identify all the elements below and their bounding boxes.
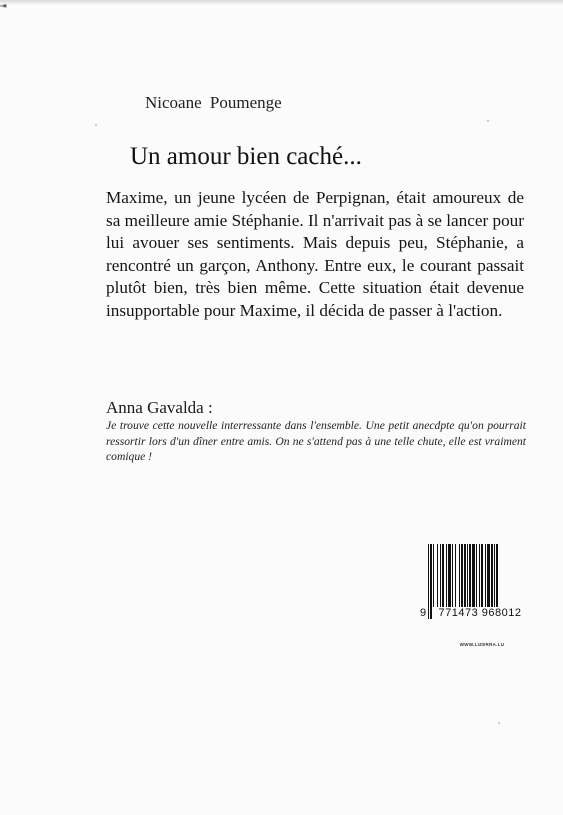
book-title: Un amour bien caché... <box>130 143 362 170</box>
review-text: Je trouve cette nouvelle interressante dans l'ensemble. Une petit anecdpte qu'on pourrait ressortir lors d'un dîner entre amis. On ne s'attend pas à une telle chute, elle est vraiment comique ! <box>106 419 526 463</box>
scan-speck <box>498 722 500 724</box>
scan-speck <box>95 124 97 126</box>
book-summary: Maxime, un jeune lycéen de Perpignan, était amoureux de sa meilleure amie Stéphanie. Il n'arrivait pas à se lancer pour lui avouer ses sentiments. Mais depuis peu, Stéphanie, a rencontré un garçon, Anthony. Entre eux, le courant passait plutôt bien, très bien même. Cette situation était devenue insupportable pour Maxime, il décida de passer à l'action. <box>106 188 524 320</box>
reviewer-name: Anna Gavalda : <box>106 398 213 417</box>
barcode <box>420 544 530 656</box>
barcode-website: WWW.LIZERRA.LU <box>459 642 505 647</box>
book-author: Nicoane Poumenge <box>145 93 282 112</box>
barcode-lead-digit: 9 <box>420 607 427 619</box>
corner-mark: ⇥ <box>0 0 7 12</box>
scan-edge <box>0 0 563 5</box>
barcode-digits: 771473 968012 <box>432 607 528 619</box>
scan-speck <box>487 120 489 122</box>
